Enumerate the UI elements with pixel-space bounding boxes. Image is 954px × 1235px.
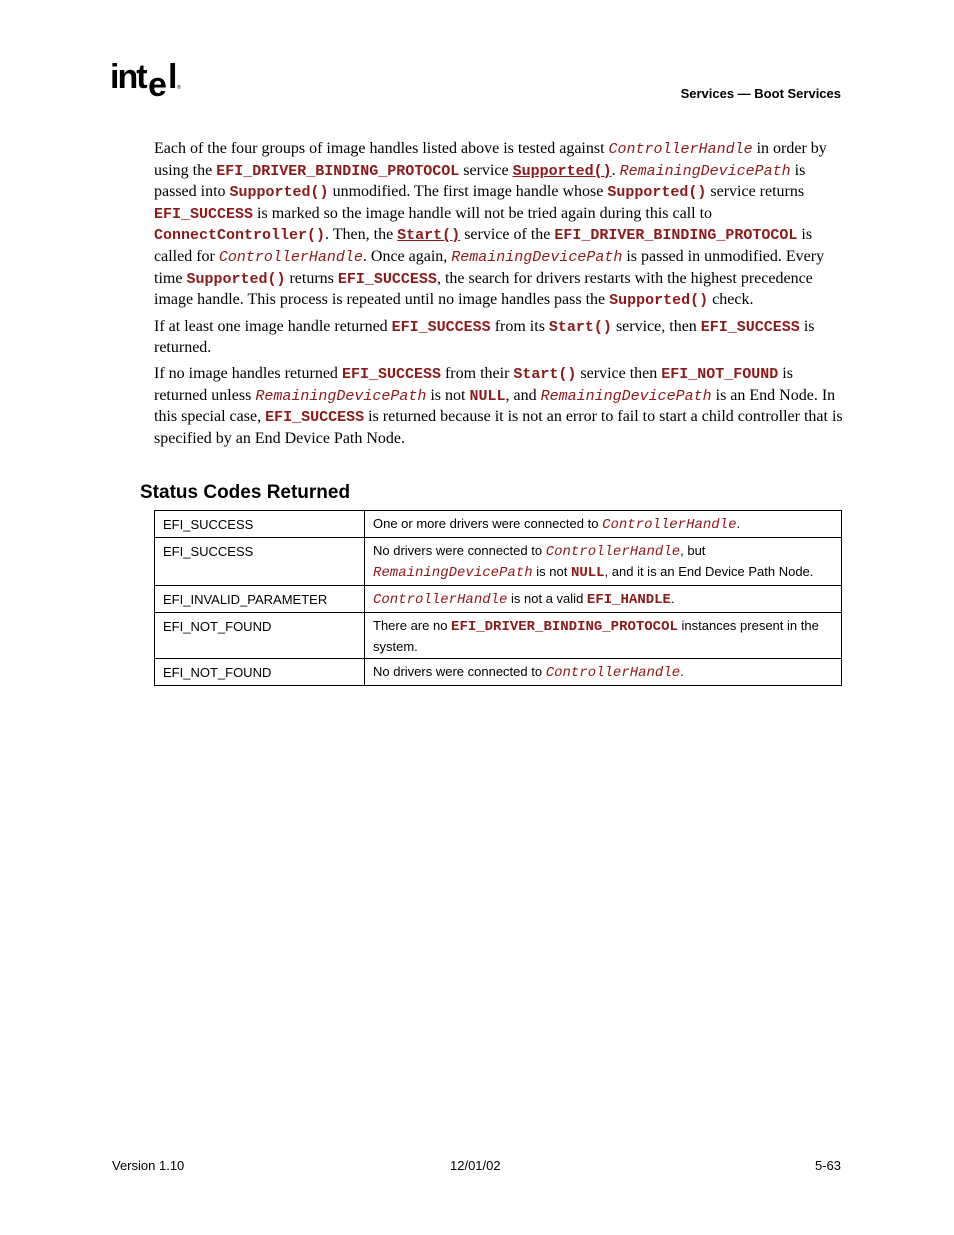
text: service, then	[611, 317, 701, 335]
table-row	[155, 538, 842, 586]
table-row	[155, 613, 842, 659]
code-null: NULL	[570, 565, 605, 581]
param-controller-handle: ControllerHandle	[608, 141, 753, 158]
text: service then	[576, 364, 662, 382]
code-start: Start()	[513, 365, 577, 383]
text: Each of the four groups of image handles listed above is tested against	[154, 140, 609, 157]
text: . Then, the	[325, 226, 398, 244]
code-supported: Supported()	[609, 292, 709, 310]
code-efi-handle: EFI_HANDLE	[586, 592, 671, 608]
text: If at least one image handle returned	[154, 317, 392, 335]
svg-text:®: ®	[177, 85, 181, 91]
svg-text:e: e	[148, 66, 167, 100]
param-remaining-device-path: RemainingDevicePath	[255, 387, 427, 405]
text: in order by using the	[154, 140, 827, 179]
text: from its	[490, 317, 549, 335]
table-row	[155, 659, 842, 686]
param-controller-handle: ControllerHandle	[602, 517, 737, 533]
text: , and	[505, 386, 541, 404]
text: is not	[532, 564, 571, 579]
footer-page-number: 5-63	[814, 1158, 841, 1173]
code-efi-success: EFI_SUCCESS	[337, 270, 437, 288]
text: If no image handles returned	[154, 364, 342, 382]
code-efi-success: EFI_SUCCESS	[341, 365, 441, 383]
code-start: Start()	[548, 318, 612, 336]
code-supported: Supported()	[607, 184, 707, 202]
body-text	[154, 139, 844, 454]
text: , the search for drivers restarts with the highest precedence image handle. This process is repeated until no image handles pass the	[154, 269, 813, 309]
code-efi-success: EFI_SUCCESS	[391, 318, 491, 336]
paragraph-3	[154, 364, 844, 449]
text: is passed into	[154, 161, 806, 201]
link-supported[interactable]: Supported()	[512, 162, 612, 180]
table-row	[155, 511, 842, 538]
text: No drivers were connected to	[373, 543, 546, 558]
status-description	[365, 613, 842, 659]
param-remaining-device-path: RemainingDevicePath	[619, 162, 791, 180]
text: is returned.	[154, 317, 815, 357]
param-controller-handle: ControllerHandle	[545, 544, 681, 560]
link-start[interactable]: Start()	[397, 227, 461, 245]
status-code: EFI_SUCCESS	[155, 538, 365, 586]
text: is not	[426, 386, 470, 404]
text: is passed in unmodified. Every time	[154, 247, 825, 287]
status-description	[365, 538, 842, 586]
section-heading: Status Codes Returned	[140, 482, 351, 503]
text: is not a valid	[507, 591, 587, 606]
svg-text:l: l	[168, 58, 178, 96]
status-description	[365, 659, 842, 686]
text: is called for	[154, 226, 813, 265]
status-description	[365, 511, 842, 538]
text: check.	[708, 291, 754, 309]
header-title: Services — Boot Services	[680, 86, 841, 101]
code-driver-binding-protocol: EFI_DRIVER_BINDING_PROTOCOL	[216, 162, 460, 180]
code-efi-not-found: EFI_NOT_FOUND	[661, 365, 779, 383]
text: instances present in the system.	[373, 618, 819, 654]
svg-text:int: int	[110, 58, 146, 96]
status-code: EFI_NOT_FOUND	[155, 613, 365, 659]
text: unmodified. The first image handle whose	[328, 183, 608, 201]
status-code: EFI_NOT_FOUND	[155, 659, 365, 686]
param-remaining-device-path: RemainingDevicePath	[373, 565, 533, 581]
code-efi-success: EFI_SUCCESS	[700, 318, 800, 336]
paragraph-2	[154, 317, 844, 359]
code-driver-binding-protocol: EFI_DRIVER_BINDING_PROTOCOL	[451, 619, 678, 635]
text: is returned unless	[154, 364, 793, 404]
text: , and it is an End Device Path Node.	[604, 564, 814, 579]
status-code: EFI_SUCCESS	[155, 511, 365, 538]
text: No drivers were connected to	[373, 664, 546, 679]
intel-logo	[110, 58, 182, 105]
code-efi-success: EFI_SUCCESS	[265, 409, 365, 427]
text: is an End Node. In this special case,	[154, 386, 836, 426]
param-controller-handle: ControllerHandle	[545, 665, 681, 681]
param-remaining-device-path: RemainingDevicePath	[540, 387, 712, 405]
intel-logo-mark	[110, 58, 182, 100]
footer-version: Version 1.10	[112, 1158, 185, 1173]
code-connect-controller: ConnectController()	[154, 227, 326, 245]
code-efi-success: EFI_SUCCESS	[154, 205, 254, 223]
param-controller-handle: ControllerHandle	[218, 248, 363, 266]
code-null: NULL	[469, 387, 506, 405]
text: service of the	[460, 226, 555, 244]
text: .	[611, 161, 620, 179]
param-controller-handle: ControllerHandle	[373, 592, 508, 608]
code-driver-binding-protocol: EFI_DRIVER_BINDING_PROTOCOL	[554, 227, 798, 245]
param-remaining-device-path: RemainingDevicePath	[451, 248, 623, 266]
code-supported: Supported()	[186, 270, 286, 288]
text: .	[736, 516, 741, 531]
text: One or more drivers were connected to	[373, 516, 603, 531]
text: .	[670, 591, 675, 606]
footer-date: 12/01/02	[450, 1158, 501, 1173]
status-code: EFI_INVALID_PARAMETER	[155, 586, 365, 613]
text: service returns	[706, 183, 805, 201]
status-codes-table	[154, 510, 842, 686]
text: is marked so the image handle will not be tried again during this call to	[253, 204, 713, 222]
paragraph-1	[154, 139, 844, 312]
status-description	[365, 586, 842, 613]
text: returns	[285, 269, 338, 287]
text: .	[680, 664, 684, 679]
text: There are no	[373, 618, 452, 633]
text: . Once again,	[362, 247, 452, 265]
text: , but	[680, 543, 706, 558]
code-supported: Supported()	[229, 184, 329, 202]
text: is returned because it is not an error to fail to start a child controller that is specified by an End Device Path Node.	[154, 408, 843, 447]
text: service	[459, 161, 513, 179]
text: from their	[440, 364, 514, 382]
table-row	[155, 586, 842, 613]
